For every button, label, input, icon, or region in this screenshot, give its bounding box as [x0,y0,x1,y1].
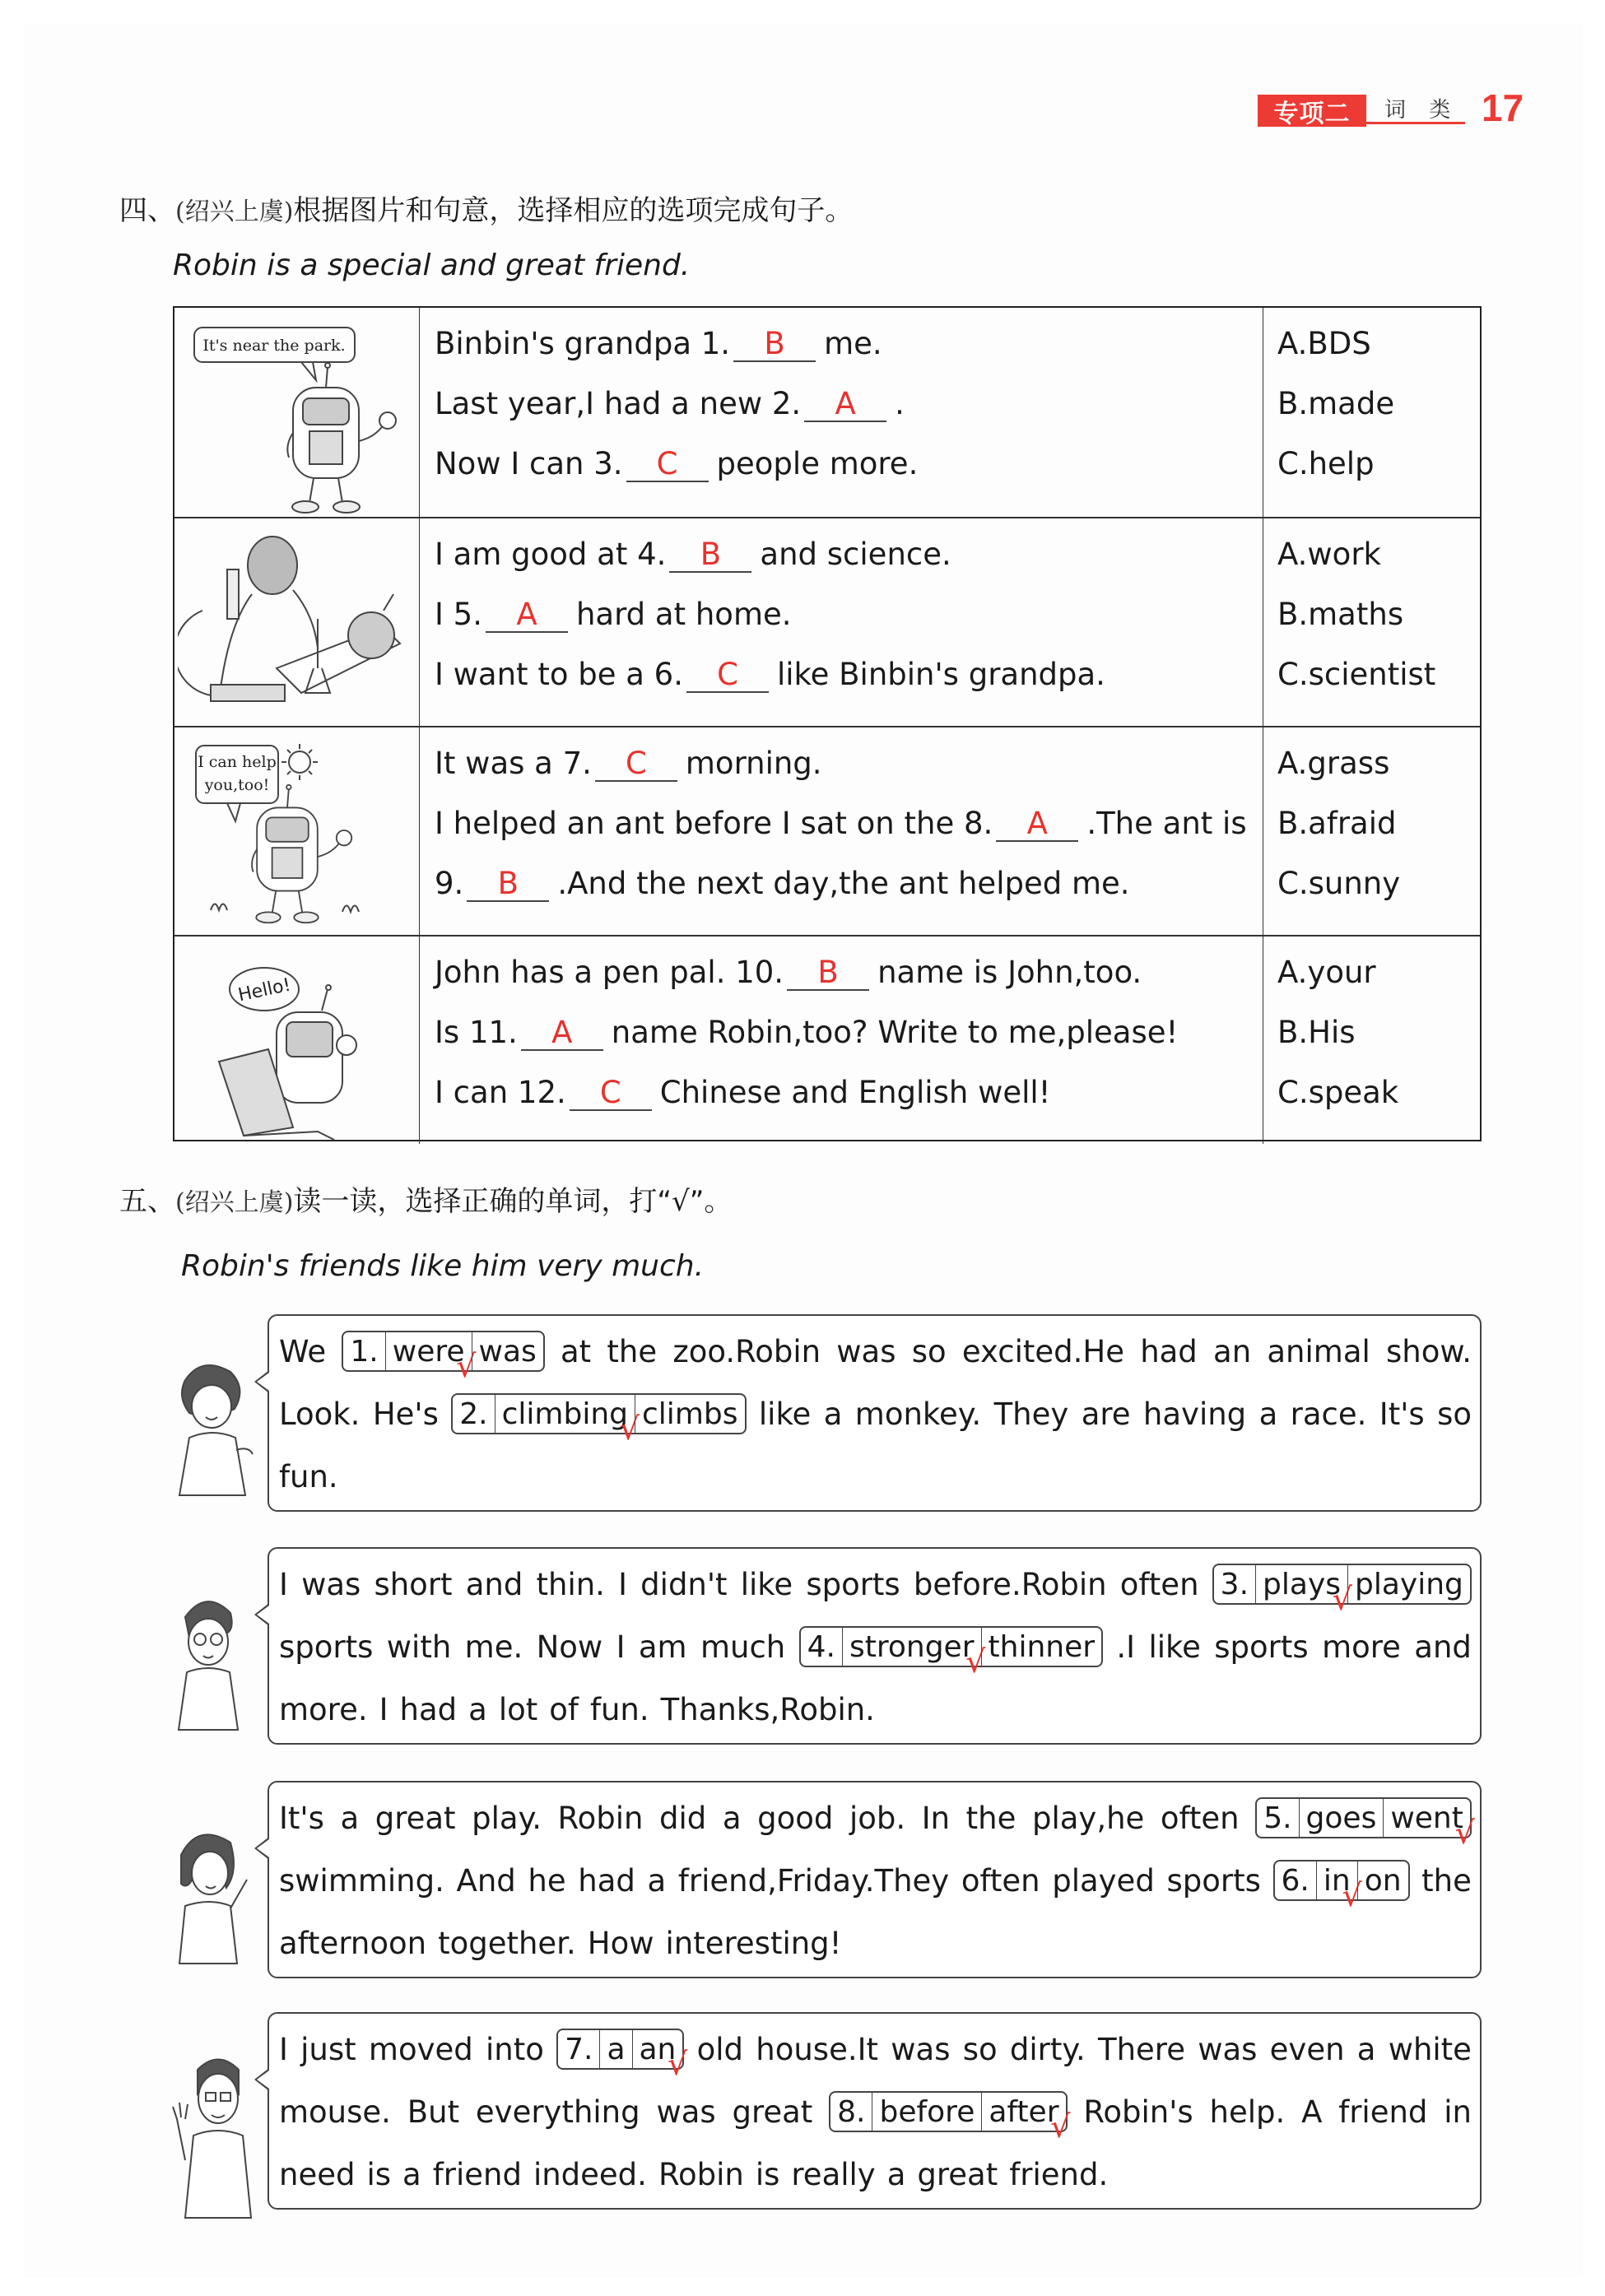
passage-word: is [755,2156,780,2192]
passage-line [279,1922,1472,1964]
image-cell [174,518,420,726]
option-label: C.scientist [1277,657,1436,692]
speaker-illustration [160,1580,259,1748]
passage-word: We [279,1333,327,1369]
options-cell [1263,518,1482,726]
options-cell [1263,308,1482,517]
table-row [174,935,1480,1144]
option-label: A.work [1277,537,1381,572]
passage-word: an [1213,1333,1252,1369]
check-mark-icon: √ [619,1411,640,1447]
passage-word: even [1269,2031,1345,2067]
bubble-tail [254,1837,269,1860]
sentence-cell [419,518,1263,726]
passage-word: was [301,1566,361,1602]
bubble-tail [254,1603,269,1626]
choice-option[interactable]: stronger √ [842,1628,981,1666]
option-label: A.grass [1277,746,1390,781]
passage-word: Look. [279,1396,361,1432]
check-mark-icon: √ [1332,1581,1353,1617]
passage-word: sports [279,1629,374,1665]
passage-line [279,1626,1472,1680]
passage-word: afternoon [279,1925,427,1961]
choice-option[interactable]: after √ [981,2093,1065,2131]
sentence-cell [419,308,1263,517]
sentence-text: .The ant is [1086,806,1247,841]
passage-word: sports [806,1566,900,1602]
passage-word: a [402,2156,421,2192]
speaker-illustration [160,2045,259,2229]
passage-word: I [616,1629,626,1665]
image-cell [174,727,420,935]
bubble-tail [254,2068,269,2091]
passage-word: having [1142,1396,1247,1432]
choice-option[interactable]: in √ [1316,1861,1357,1899]
table-row [174,517,1480,726]
passage-word: much [700,1629,786,1665]
passage-word: with [386,1629,452,1665]
option-label: B.His [1277,1015,1356,1050]
passage-word: help. [1209,2094,1286,2130]
sentence-text: Is 11. [435,1015,518,1050]
passage-word: It's [1379,1396,1425,1432]
word-choice-box [829,2091,1071,2145]
speech-bubble [268,2012,1482,2210]
choice-number: 7. [565,2032,593,2066]
passage-line [279,2154,1472,2195]
choice-option[interactable]: climbs [635,1395,744,1433]
sentence-line [435,537,951,573]
section-5-number: 五、 [119,1185,175,1218]
passage-word: sports [1214,1629,1309,1665]
passage-word: play,he [1031,1800,1145,1836]
choice-number: 3. [1220,1567,1249,1601]
answer-blank[interactable]: A [996,808,1078,842]
check-mark-icon: √ [456,1348,477,1384]
passage-word: good [757,1800,834,1836]
option-label: C.sunny [1277,866,1401,901]
passage-line [279,1797,1475,1851]
choice-number: 4. [807,1629,835,1664]
sentence-line [435,326,882,362]
passage-word: Thanks,Robin. [660,1691,875,1727]
passage-word: everything [475,2094,640,2130]
passage-word: need [279,2156,356,2192]
passage-word: A [1301,2094,1323,2130]
scientist-illustration [178,520,416,726]
passage-word: zoo.Robin [672,1333,821,1369]
passage-word: really [791,2156,876,2192]
passage-word: short [374,1566,453,1602]
robot-grass-illustration [178,729,416,935]
passage-word: and [465,1566,523,1602]
passage-word: just [300,2031,356,2067]
check-mark-icon: √ [668,2046,688,2082]
passage-word: How [587,1925,654,1961]
sentence-text: Now I can 3. [435,446,623,481]
answer-blank[interactable]: B [467,868,549,902]
sentence-text: I can 12. [435,1075,566,1110]
passage-word: excited.He [961,1333,1124,1369]
passage-line [279,2029,1472,2082]
passage-word: into [485,2031,544,2067]
passage-word: a [340,1800,360,1836]
sentence-text: I am good at 4. [435,537,667,572]
passage-word: lot [498,1691,538,1727]
sentence-text: .And the next day,the ant helped me. [557,866,1130,901]
passage-word: a [1258,1396,1278,1432]
sentence-text: I 5. [435,597,482,632]
passage-word: They [993,1396,1069,1432]
passage-word: show. [1386,1333,1472,1369]
section-5-instruction: 读一读，选择正确的单词，打“√”。 [293,1185,733,1218]
unit-topic: 词 类 [1366,95,1465,124]
passage-word: great [917,2156,998,2192]
passage-word: are [1081,1396,1131,1432]
passage-word: of [549,1691,579,1727]
check-mark-icon: √ [965,1643,986,1680]
passage-word: together. [438,1925,576,1961]
passage-word: mouse. [279,2094,391,2130]
passage-word: in [1444,2094,1472,2130]
passage-word: I [279,1566,288,1602]
sentence-text: hard at home. [575,597,792,632]
sentence-text: . [895,386,905,421]
passage-word: I [379,1691,388,1727]
word-choice-box [1212,1564,1472,1617]
page-number: 17 [1482,86,1524,129]
passage-word: Now [536,1629,603,1665]
choice-option[interactable]: playing [1347,1565,1470,1603]
answer-blank[interactable]: A [486,599,568,633]
passage-word: Robin's [1083,2094,1193,2130]
fill-in-table [173,306,1482,1141]
passage-word: did [659,1800,707,1836]
speaker-illustration [160,1347,259,1515]
sentence-text: I helped an ant before I sat on the 8. [435,806,993,841]
sentence-line [435,597,792,633]
passage-word: And [456,1862,516,1899]
sentence-line [435,746,822,782]
passage-word: more [1322,1629,1401,1665]
passage-line [279,1456,1472,1497]
table-row [174,308,1480,517]
sentence-cell [419,937,1263,1144]
passage-word: had [399,1691,458,1727]
option-label: C.help [1277,446,1375,481]
passage-word: indeed. [533,2156,647,2192]
svg-text:I can help: I can help [198,753,277,771]
passage-word: friend,Friday.They [677,1862,950,1899]
word-choice-box [799,1626,1103,1680]
passage-word: play. [472,1800,542,1836]
passage-word: was [1198,2031,1258,2067]
unit-tag: 专项二 [1258,95,1366,127]
passage-word: He's [372,1396,439,1432]
option-label: C.speak [1277,1075,1399,1110]
sentence-text: me. [824,326,882,361]
answer-blank[interactable]: C [626,449,709,482]
sentence-text: people more. [716,446,919,481]
passage-line [279,1689,1472,1730]
choice-option[interactable]: goes [1299,1799,1384,1837]
passage-word: But [407,2094,460,2130]
section-5-subtitle: Robin's friends like him very much. [181,1249,705,1283]
passage-word: great [374,1800,456,1836]
choice-option[interactable]: on [1357,1861,1408,1899]
option-label: B.afraid [1277,806,1397,841]
check-mark-icon: √ [1454,1815,1475,1851]
sentence-line [435,806,1247,842]
option-label: A.your [1277,955,1376,990]
passage-word: the [1421,1862,1472,1899]
passage-word: a [722,1800,742,1836]
passage-word: a [823,1396,843,1432]
passage-word: played [1052,1862,1155,1899]
passage-word: job. [849,1800,906,1836]
answer-blank[interactable]: A [521,1017,603,1051]
passage-word: race. [1290,1396,1367,1432]
passage-word: the [965,1800,1016,1836]
word-choice-box [342,1331,544,1384]
passage-word: great [732,2094,813,2130]
section-4-subtitle: Robin is a special and great friend. [173,249,691,282]
passage-word: didn't [640,1566,728,1602]
passage-word: and [1414,1629,1472,1665]
section-5-source: (绍兴上虞) [175,1188,294,1217]
passage-word: house.It [756,2031,879,2067]
choice-number: 1. [350,1334,379,1369]
image-cell [174,937,420,1144]
section-4-title [119,188,853,228]
passage-word: was [836,1333,896,1369]
passage-word: old [696,2031,744,2067]
passage-word: interesting! [665,1925,842,1961]
answer-blank[interactable]: B [787,957,869,991]
passage-word: like [740,1566,793,1602]
options-cell [1263,937,1482,1144]
choice-option[interactable]: an √ [632,2030,683,2068]
image-cell [174,308,420,517]
passage-word: monkey. [854,1396,982,1432]
sentence-text: like Binbin's grandpa. [776,657,1105,692]
passage-word: me. [464,1629,523,1665]
word-choice-box [451,1393,746,1447]
section-4-source: (绍兴上虞) [175,198,294,226]
option-label: B.made [1277,386,1395,421]
passage-word: a [647,1862,667,1899]
speech-bubble [268,1314,1482,1512]
choice-option[interactable]: thinner [981,1628,1102,1666]
passage-word: fun. [279,1458,338,1494]
sentence-text: Last year,I had a new 2. [435,386,802,421]
robot-illustration [178,309,416,515]
choice-option[interactable]: a [599,2030,631,2068]
word-choice-box [1273,1860,1410,1913]
sentence-line [435,446,918,482]
sentence-line [435,1075,1050,1111]
section-4-number: 四、 [119,194,175,227]
passage-word: fun. [589,1691,649,1727]
speech-text: It's near the park. [202,337,346,355]
passage-word: swimming. [279,1862,444,1899]
passage-word: dirty. [1009,2031,1086,2067]
option-label: B.maths [1277,597,1404,632]
passage-word: more. [279,1691,368,1727]
answer-blank[interactable]: B [669,539,751,573]
answer-blank[interactable]: C [570,1077,652,1111]
passage-word: so [911,1333,947,1369]
sentence-text: John has a pen pal. 10. [435,955,784,990]
choice-number: 2. [459,1397,488,1431]
passage-word: Robin [658,2156,744,2192]
passage-word: before.Robin [913,1566,1107,1602]
speech-bubble [268,1781,1482,1978]
passage-word: so [962,2031,998,2067]
passage-word: thin. [536,1566,605,1602]
passage-word: he [528,1862,566,1899]
options-cell [1263,727,1482,935]
check-mark-icon: √ [1342,1877,1362,1913]
check-mark-icon: √ [1050,2108,1071,2145]
bubble-tail [254,1370,269,1393]
sentence-line [435,866,1130,902]
option-label: A.BDS [1277,326,1371,361]
passage-word: often [1160,1800,1240,1836]
passage-word: sports [1166,1862,1261,1899]
choice-option[interactable]: climbing √ [495,1395,635,1433]
passage-line [279,1564,1472,1617]
sentence-text: and science. [760,537,951,572]
passage-word: There [1097,2031,1185,2067]
passage-line [279,1331,1472,1384]
passage-word: friend. [1009,2156,1109,2192]
passage-word: so [1437,1396,1472,1432]
passage-word: friend [1338,2094,1428,2130]
word-choice-box [1255,1797,1475,1851]
passage-word: had [578,1862,635,1899]
passage-word: like [758,1396,812,1432]
svg-text:Hello!: Hello! [236,974,293,1006]
choice-option[interactable]: plays √ [1255,1565,1347,1603]
passage-word: a [1356,2031,1376,2067]
passage-word: moved [368,2031,473,2067]
sentence-line [435,1015,1178,1051]
choice-option[interactable]: was [472,1332,543,1370]
passage-line [279,1393,1472,1447]
sentence-line [435,955,1142,991]
passage-word: like [1148,1629,1201,1665]
passage-word: the [607,1333,658,1369]
passage-word: animal [1267,1333,1370,1369]
passage-word: was [656,2094,716,2130]
passage-word: at [561,1333,592,1369]
choice-option[interactable]: went √ [1383,1799,1470,1837]
passage-line [279,2091,1472,2145]
table-row [174,726,1480,935]
sentence-text: Binbin's grandpa 1. [435,326,731,361]
sentence-text: 9. [435,866,464,901]
passage-word: was [891,2031,951,2067]
sentence-line [435,386,905,422]
answer-blank[interactable]: A [804,388,886,422]
answer-blank[interactable]: C [686,659,769,693]
passage-word: am [638,1629,687,1665]
passage-word: Robin [557,1800,644,1836]
choice-number: 6. [1281,1863,1310,1898]
choice-number: 5. [1263,1801,1292,1835]
choice-number: 8. [837,2094,866,2129]
svg-text:you,too!: you,too! [204,776,270,794]
answer-blank[interactable]: B [733,328,816,362]
passage-word: It's [279,1800,324,1836]
speech-bubble [268,1547,1482,1745]
passage-word: is [366,2156,392,2192]
passage-word: had [1140,1333,1198,1369]
word-choice-box [556,2029,688,2082]
sentence-text: name is John,too. [877,955,1142,990]
speaker-illustration [160,1814,259,1982]
sentence-line [435,657,1105,693]
choice-option[interactable]: were √ [385,1332,472,1370]
sentence-text: morning. [685,746,822,781]
passage-word: a [886,2156,906,2192]
section-4-instruction: 根据图片和句意，选择相应的选项完成句子。 [293,194,854,227]
passage-word: a [468,1691,487,1727]
passage-word: I [279,2031,288,2067]
robot-laptop-illustration [178,938,416,1144]
passage-word: white [1388,2031,1472,2067]
answer-blank[interactable]: C [595,748,677,782]
passage-word: I [618,1566,628,1602]
sentence-text: I want to be a 6. [435,657,683,692]
sentence-text: Chinese and English well! [659,1075,1051,1110]
passage-line [279,1860,1472,1913]
choice-option[interactable]: before [872,2093,981,2131]
sentence-text: It was a 7. [435,746,592,781]
passage-word: .I [1116,1629,1136,1665]
sentence-cell [419,727,1263,935]
passage-word: often [961,1862,1040,1899]
passage-word: friend [432,2156,522,2192]
sentence-text: name Robin,too? Write to me,please! [611,1015,1179,1050]
passage-word: In [921,1800,951,1836]
passage-word: often [1119,1566,1199,1602]
section-5-title [119,1178,732,1219]
